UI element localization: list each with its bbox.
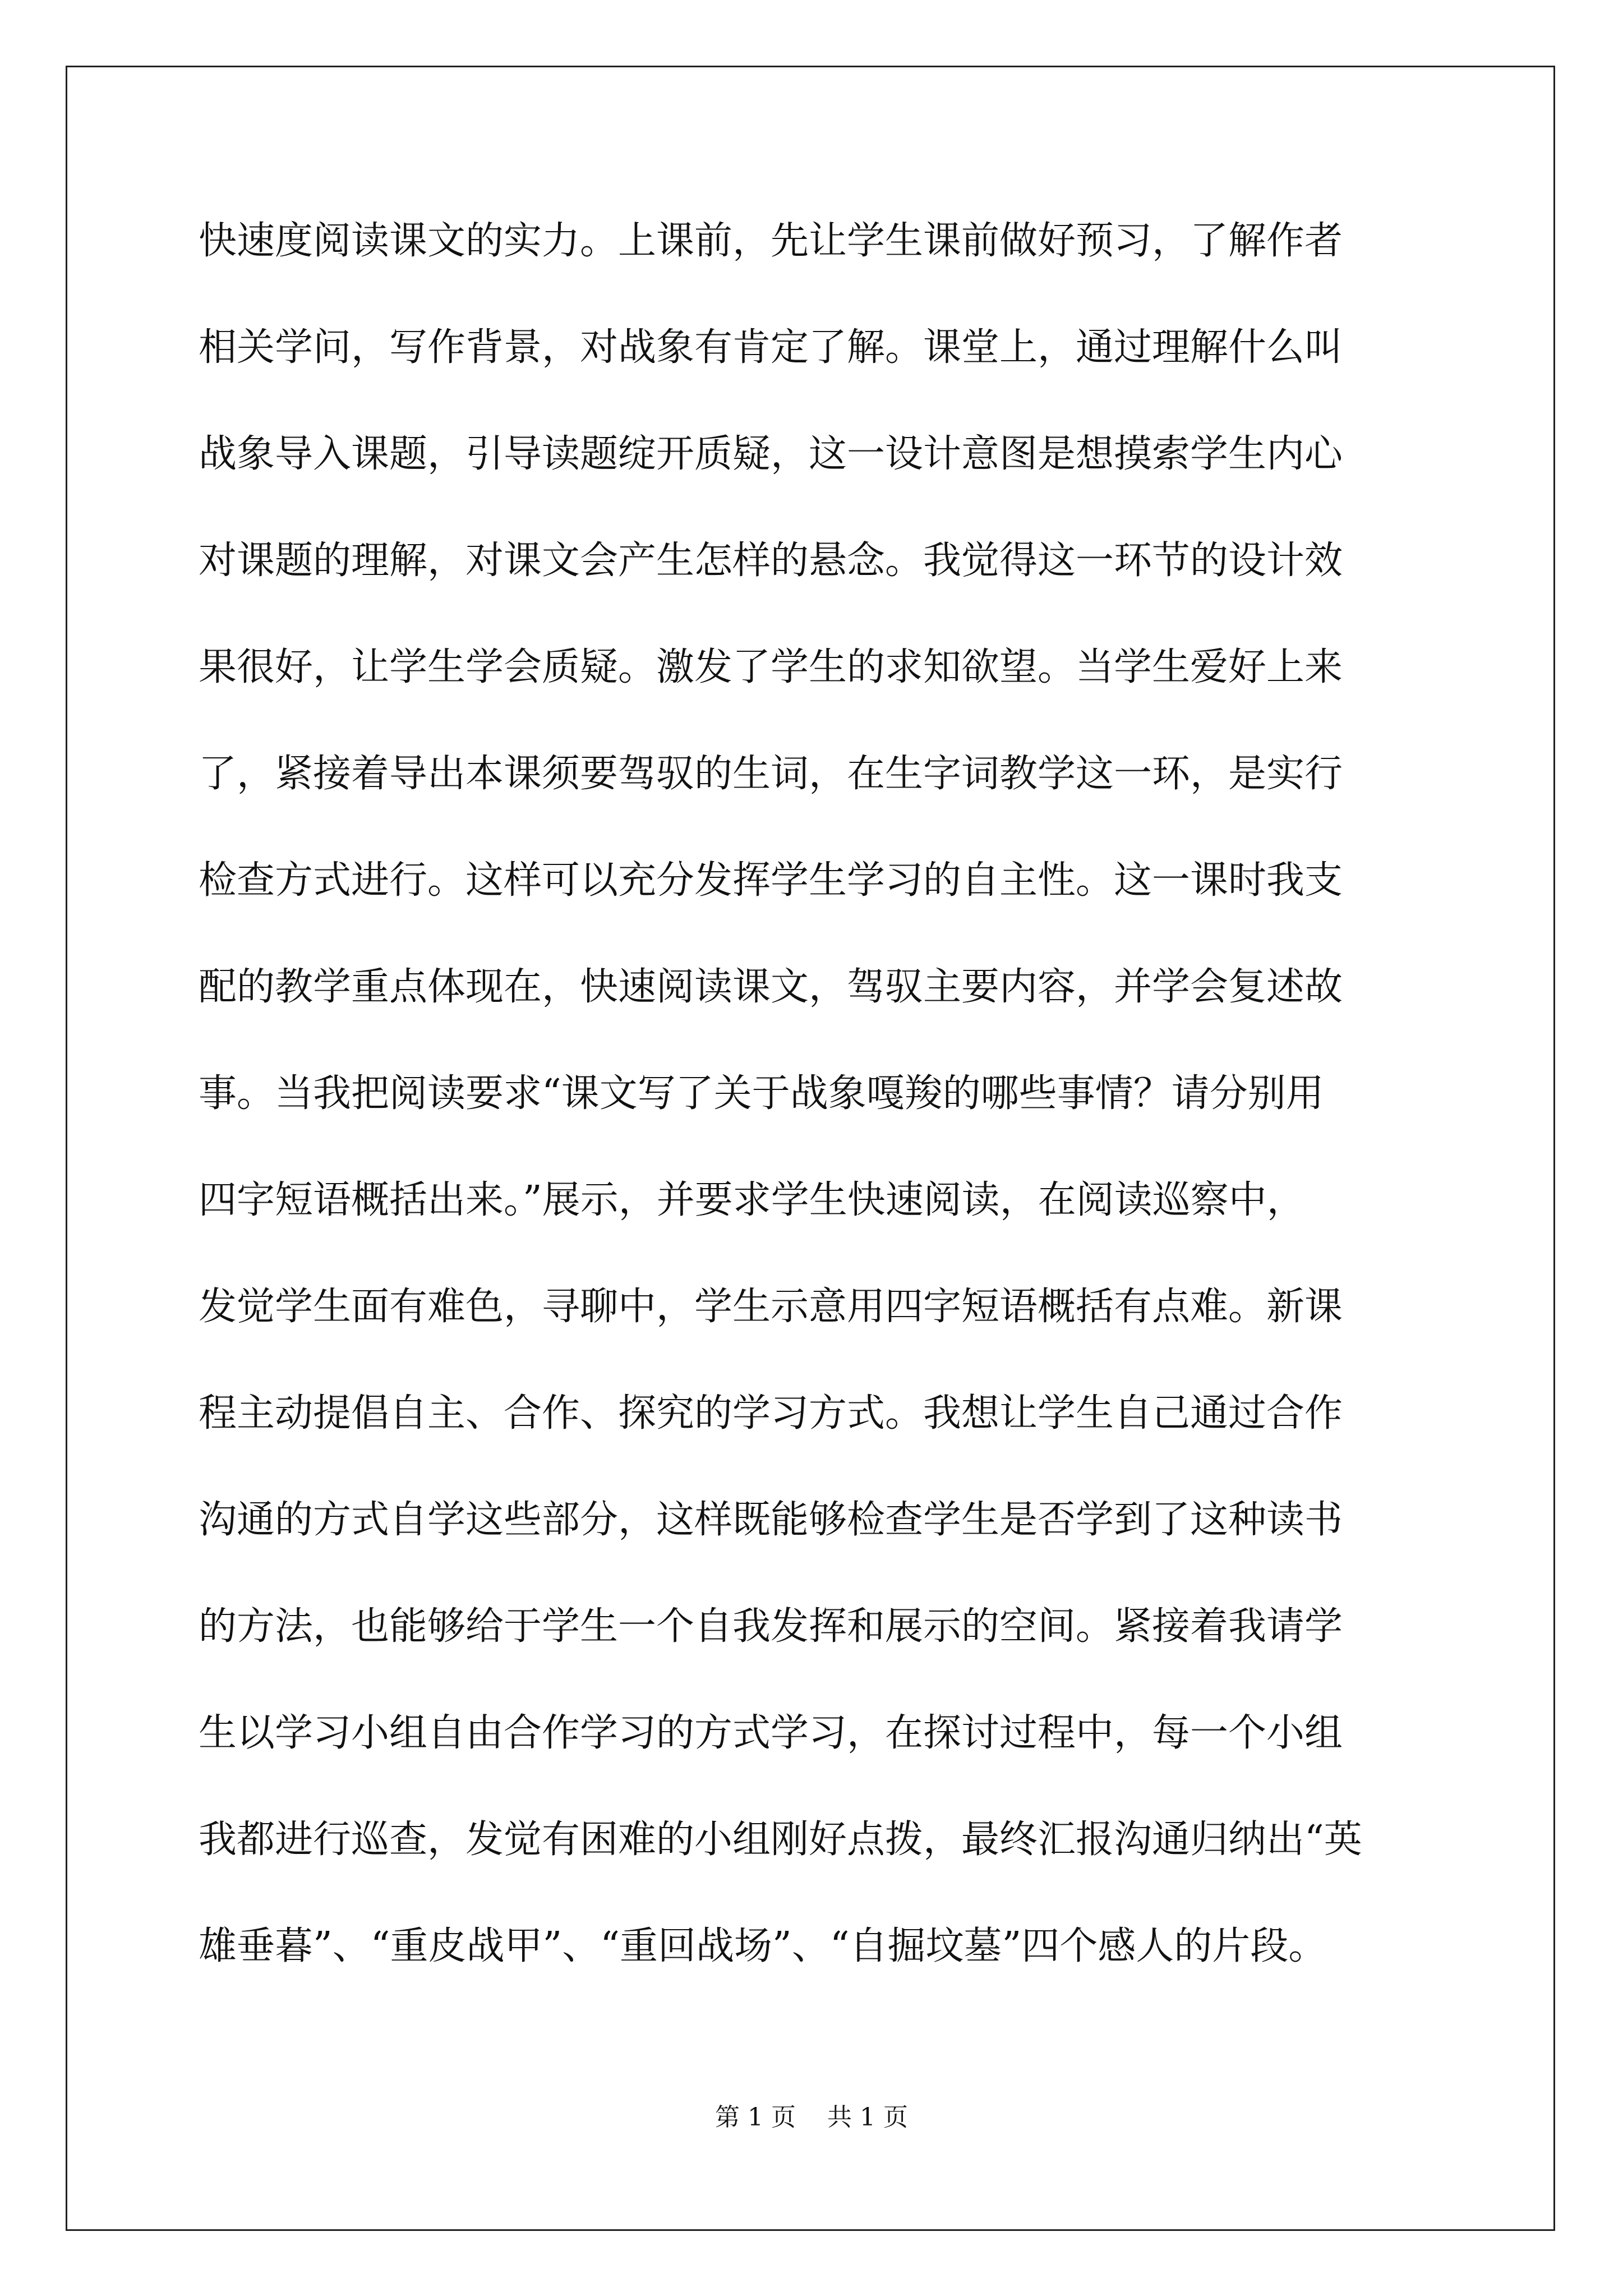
text-line: 战象导入课题，引导读题绽开质疑，这一设计意图是想摸索学生内心 xyxy=(199,432,1343,476)
text-line: 相关学问，写作背景，对战象有肯定了解。课堂上，通过理解什么叫 xyxy=(199,325,1343,370)
text-line: 生以学习小组自由合作学习的方式学习，在探讨过程中，每一个小组 xyxy=(199,1711,1343,1755)
text-line: 检查方式进行。这样可以充分发挥学生学习的自主性。这一课时我支 xyxy=(199,858,1343,903)
text-line: 配的教学重点体现在，快速阅读课文，驾驭主要内容，并学会复述故 xyxy=(199,965,1343,1009)
page-number-total: 共 1 页 xyxy=(827,2103,908,2132)
page-number-current: 第 1 页 xyxy=(715,2103,796,2132)
text-line: 果很好，让学生学会质疑。激发了学生的求知欲望。当学生爱好上来 xyxy=(199,645,1343,689)
document-body xyxy=(199,210,1432,2022)
text-line: 沟通的方式自学这些部分，这样既能够检查学生是否学到了这种读书 xyxy=(199,1498,1343,1542)
text-line: 四字短语概括出来。”展示，并要求学生快速阅读，在阅读巡察中， xyxy=(199,1178,1305,1222)
text-line: 发觉学生面有难色，寻聊中，学生示意用四字短语概括有点难。新课 xyxy=(199,1285,1343,1329)
text-line: 事。当我把阅读要求“课文写了关于战象嘎羧的哪些事情？请分别用 xyxy=(199,1071,1324,1116)
text-line: 对课题的理解，对课文会产生怎样的悬念。我觉得这一环节的设计效 xyxy=(199,539,1343,583)
page-footer xyxy=(0,2101,1623,2134)
text-line: 我都进行巡查，发觉有困难的小组刚好点拨，最终汇报沟通归纳出“英 xyxy=(199,1818,1362,1862)
text-line: 的方法，也能够给于学生一个自我发挥和展示的空间。紧接着我请学 xyxy=(199,1604,1343,1649)
text-line: 了，紧接着导出本课须要驾驭的生词，在生字词教学这一环，是实行 xyxy=(199,752,1343,796)
text-line: 程主动提倡自主、合作、探究的学习方式。我想让学生自己通过合作 xyxy=(199,1391,1343,1435)
text-line: 雄垂暮”、“重皮战甲”、“重回战场”、“自掘坟墓”四个感人的片段。 xyxy=(199,1924,1327,1968)
text-line: 快速度阅读课文的实力。上课前，先让学生课前做好预习，了解作者 xyxy=(199,219,1343,263)
